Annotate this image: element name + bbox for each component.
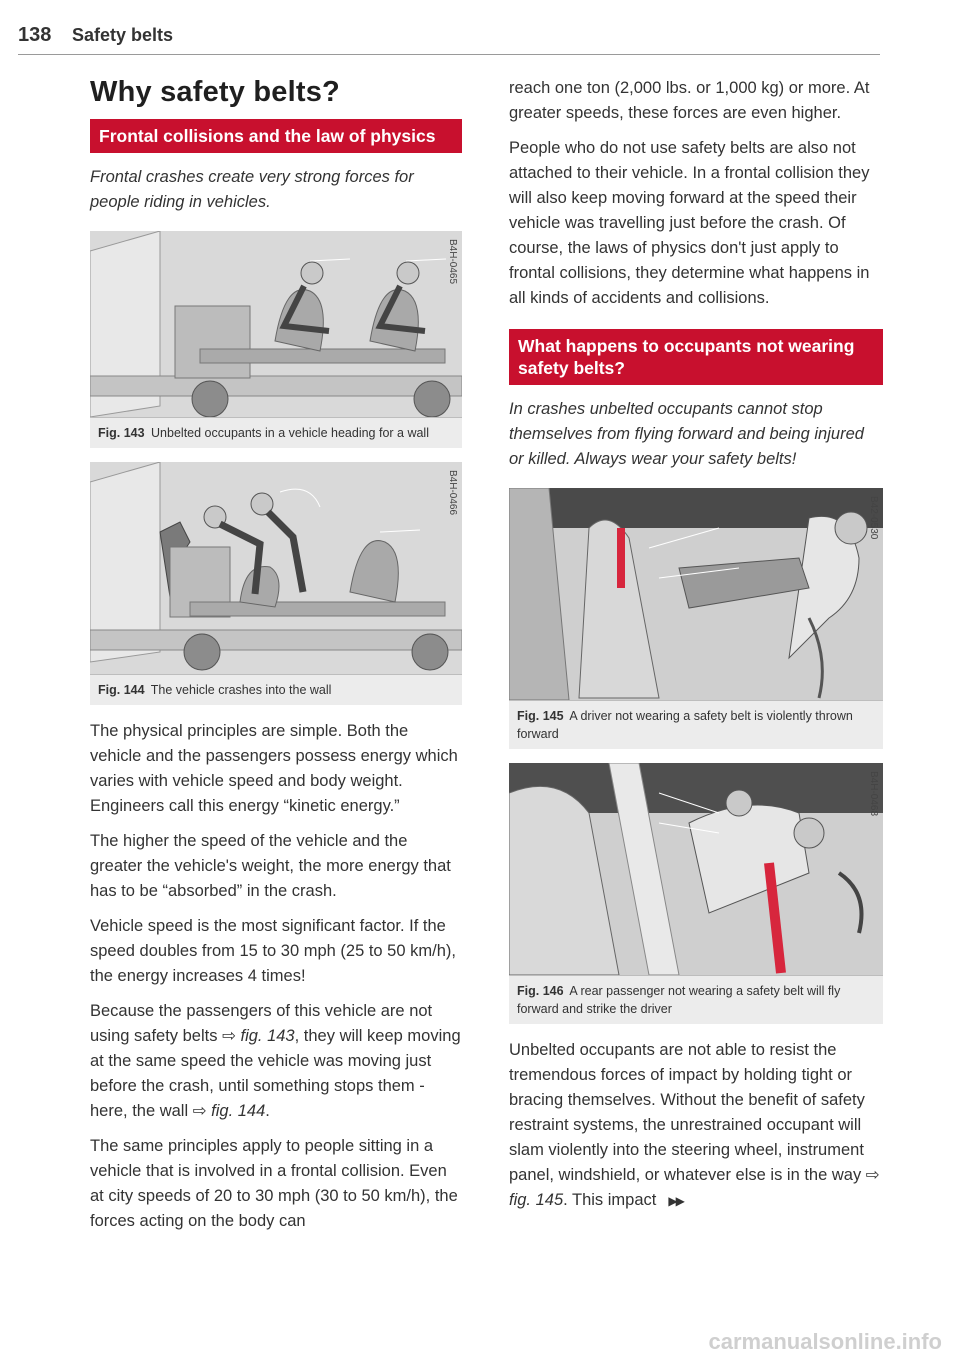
figure-144: [90, 462, 462, 705]
figure-145-caption: [509, 701, 883, 749]
body-paragraph-6: reach one ton (2,000 lbs. or 1,000 kg) or more. At greater speeds, these forces are even higher.: [509, 79, 870, 122]
right-column: [509, 76, 883, 1224]
figure-143-caption-text: Unbelted occupants in a vehicle heading for a wall: [151, 426, 429, 440]
figure-146-caption: [509, 976, 883, 1024]
figure-145: [509, 488, 883, 749]
fig-143-link[interactable]: ⇨ fig. 143: [222, 1027, 295, 1045]
figure-145-code: B42-0530: [868, 496, 879, 540]
fig-145-link[interactable]: ⇨ fig. 145: [509, 1166, 880, 1209]
left-column: [90, 70, 462, 1244]
figure-145-illustration: [509, 488, 883, 701]
figure-143-code: B4H-0465: [447, 239, 458, 285]
figure-144-caption: [90, 675, 462, 705]
page-title: Why safety belts?: [90, 76, 340, 108]
continue-arrow-icon: ▶▶: [668, 1194, 683, 1208]
figure-144-caption-text: The vehicle crashes into the wall: [150, 683, 332, 697]
body-paragraph-8-text-b: . This impact: [563, 1191, 657, 1209]
figure-144-illustration: [90, 462, 462, 675]
watermark: carmanualsonline.info: [708, 1329, 942, 1354]
figure-145-label: Fig. 145: [517, 709, 564, 723]
figure-146-code: B4H-0468: [868, 771, 879, 817]
intro-text-2: In crashes unbelted occupants cannot stop themselves from flying forward and being injured or killed. Always wear your safety belts!: [509, 400, 864, 468]
body-paragraph-1: The physical principles are simple. Both the vehicle and the passengers possess energy which varies with vehicle speed and body weight. Engineers call this energy “kinetic energy.”: [90, 722, 458, 815]
figure-143: [90, 231, 462, 448]
body-paragraph-4: [90, 999, 462, 1124]
figure-143-label: Fig. 143: [98, 426, 145, 440]
figure-143-caption: [90, 418, 462, 448]
body-paragraph-4-text-b: , they will keep moving at the same speed the vehicle was moving just before the crash, until something stops them - here, the wall: [90, 1027, 461, 1120]
body-paragraph-8: [509, 1038, 883, 1214]
fig-144-link[interactable]: ⇨ fig. 144: [192, 1102, 266, 1120]
figure-144-label: Fig. 144: [98, 683, 145, 697]
figure-146-caption-text: A rear passenger not wearing a safety belt will fly forward and strike the driver: [517, 984, 841, 1016]
intro-text: Frontal crashes create very strong forces for people riding in vehicles.: [90, 168, 414, 211]
body-paragraph-8-text-a: Unbelted occupants are not able to resist the tremendous forces of impact by holding tight or bracing themselves. Without the benefit of safety restraint systems, the unrestrained occupant will slam violently into the steering wheel, instrument panel, windshield, or whatever else is in the way: [509, 1041, 866, 1184]
body-paragraph-3: Vehicle speed is the most significant factor. If the speed doubles from 15 to 30 mph (25 to 50 km/h), the energy increases 4 times!: [90, 917, 456, 985]
body-paragraph-7: People who do not use safety belts are also not attached to their vehicle. In a frontal collision they will also keep moving forward at the speed their vehicle was travelling just before the crash. Of course, the laws of physics don't just apply to frontal collisions, they determine what happens in all kinds of accidents and collisions.: [509, 139, 870, 307]
figure-146: [509, 763, 883, 1024]
body-paragraph-5: The same principles apply to people sitting in a vehicle that is involved in a frontal collision. Even at city speeds of 20 to 30 mph (30 to 50 km/h), the forces acting on the body can: [90, 1137, 458, 1230]
figure-145-caption-text: A driver not wearing a safety belt is violently thrown forward: [517, 709, 853, 741]
page-number: 138: [18, 24, 52, 46]
section-title: Safety belts: [72, 25, 174, 45]
subhead-frontal-collisions: Frontal collisions and the law of physics: [90, 119, 462, 153]
body-paragraph-2: The higher the speed of the vehicle and the greater the vehicle's weight, the more energy that has to be “absorbed” in the crash.: [90, 832, 451, 900]
page-header: [18, 22, 880, 55]
body-paragraph-4-text-c: .: [265, 1102, 270, 1120]
figure-144-code: B4H-0466: [447, 470, 458, 516]
subhead-unbelted-occupants: What happens to occupants not wearing safety belts?: [509, 329, 883, 385]
body-paragraph-4-text-a: Because the passengers of this vehicle are not using safety belts: [90, 1002, 433, 1045]
figure-146-illustration: [509, 763, 883, 976]
figure-143-illustration: [90, 231, 462, 418]
figure-146-label: Fig. 146: [517, 984, 564, 998]
